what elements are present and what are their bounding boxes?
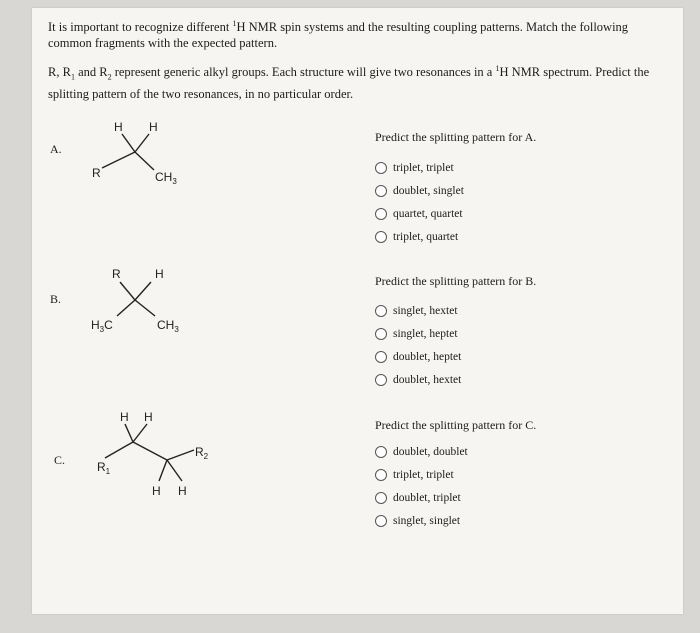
option-a-4[interactable]: triplet, quartet (375, 225, 464, 248)
structure-a (87, 116, 197, 191)
question-card (32, 8, 683, 614)
label-h: H (149, 120, 158, 134)
label-h: H (114, 120, 123, 134)
intro-paragraph-2: R, $R_1$ and $R_2$ represent generic alkyl groups. Each structure will give two resonances in a $^1$H NMR spectrum. Predict the splitting pattern of the two resonances, in no particular order. (48, 64, 650, 101)
question-a-options (375, 156, 464, 248)
label-h: H (155, 267, 164, 281)
label-r: R (112, 267, 121, 281)
label-ch3: $CH_3$ (157, 318, 179, 334)
question-b-prompt: Predict the splitting pattern for B. (375, 274, 537, 288)
radio-button[interactable] (375, 328, 387, 340)
option-b-2[interactable]: singlet, heptet (375, 322, 461, 345)
label-r: R (92, 166, 101, 180)
option-c-3[interactable]: doublet, triplet (375, 486, 468, 509)
option-b-4[interactable]: doublet, hextet (375, 368, 461, 391)
radio-button[interactable] (375, 469, 387, 481)
option-c-2[interactable]: triplet, triplet (375, 463, 468, 486)
question-a-prompt: Predict the splitting pattern for A. (375, 130, 537, 144)
radio-button[interactable] (375, 185, 387, 197)
question-b-letter: B. (50, 292, 62, 306)
radio-button[interactable] (375, 231, 387, 243)
question-b-options (375, 299, 461, 391)
option-c-4[interactable]: singlet, singlet (375, 509, 468, 532)
option-a-1[interactable]: triplet, triplet (375, 156, 464, 179)
option-a-2[interactable]: doublet, singlet (375, 179, 464, 202)
label-h: H (152, 484, 161, 498)
radio-button[interactable] (375, 351, 387, 363)
radio-button[interactable] (375, 208, 387, 220)
structure-c (87, 406, 227, 511)
label-ch3: $CH_3$ (155, 170, 177, 186)
radio-button[interactable] (375, 446, 387, 458)
label-h: H (178, 484, 187, 498)
option-a-3[interactable]: quartet, quartet (375, 202, 464, 225)
radio-button[interactable] (375, 305, 387, 317)
question-c-prompt: Predict the splitting pattern for C. (375, 418, 537, 432)
option-c-1[interactable]: doublet, doublet (375, 440, 468, 463)
question-intro (48, 16, 668, 112)
option-b-1[interactable]: singlet, hextet (375, 299, 461, 322)
label-h3c: $H_3C$ (91, 318, 113, 334)
label-h: H (144, 410, 153, 424)
question-c-letter: C. (54, 453, 66, 467)
option-b-3[interactable]: doublet, heptet (375, 345, 461, 368)
label-r2: $R_2$ (195, 445, 209, 461)
radio-button[interactable] (375, 515, 387, 527)
label-h: H (120, 410, 129, 424)
question-a-letter: A. (50, 142, 62, 156)
intro-paragraph-1: It is important to recognize different $^1$H NMR spin systems and the resulting coupling patterns. Match the following common fragments with the expected pattern. (48, 19, 629, 51)
question-c-options (375, 440, 468, 532)
structure-b (87, 260, 207, 340)
radio-button[interactable] (375, 162, 387, 174)
label-r1: $R_1$ (97, 460, 111, 476)
radio-button[interactable] (375, 492, 387, 504)
radio-button[interactable] (375, 374, 387, 386)
